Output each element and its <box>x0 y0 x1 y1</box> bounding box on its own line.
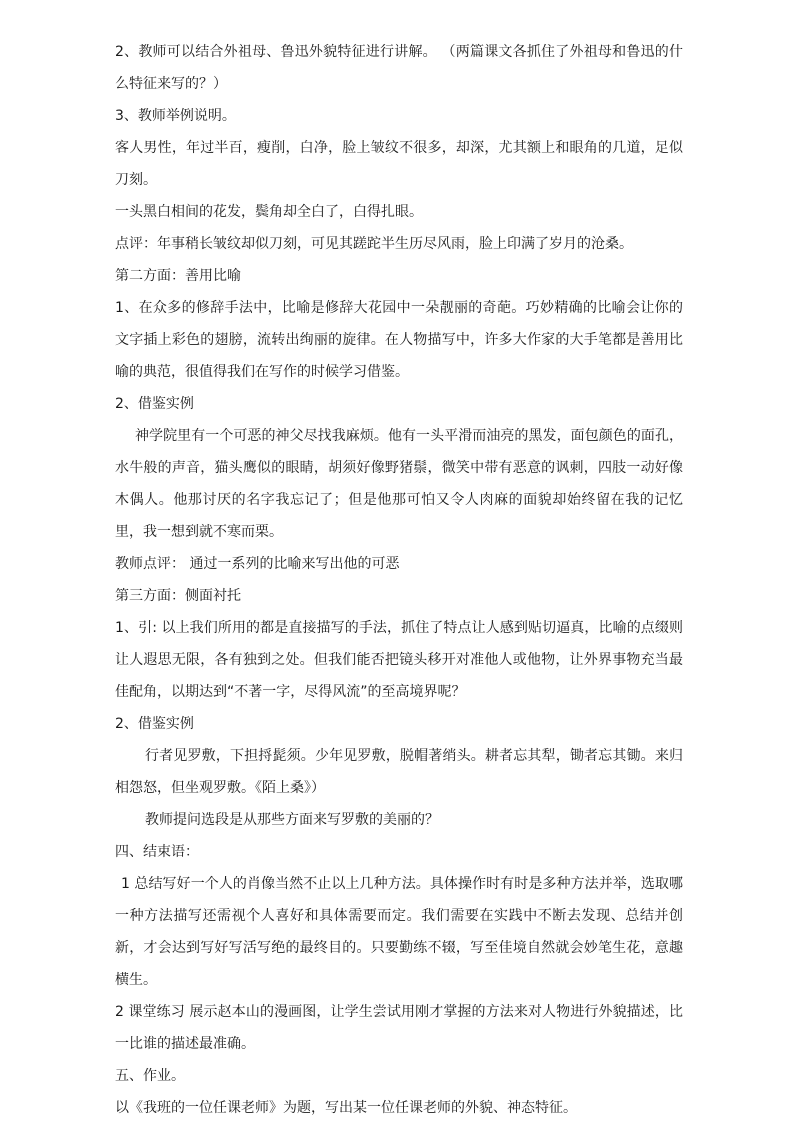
paragraph-teacher-question: 教师提问选段是从那些方面来写罗敷的美丽的？ <box>145 812 439 828</box>
section-heading-homework: 五、作业。 <box>115 1068 185 1084</box>
paragraph-teacher-comment: 教师点评： 通过一系列的比喻来写出他的可恶 <box>115 556 400 572</box>
paragraph-homework-task: 以《我班的一位任课老师》为题，写出某一位任课老师的外貌、神态特征。 <box>115 1100 577 1116</box>
paragraph-hair-description: 一头黑白相间的花发，鬓角却全白了，白得扎眼。 <box>115 204 423 220</box>
section-heading-metaphor: 第二方面：善用比喻 <box>115 268 241 284</box>
paragraph-side-contrast-intro: 1、引: 以上我们所用的都是直接描写的手法，抓住了特点让人感到贴切逼真，比喻的点缀则让人遐思无限，各有独到之处。但我们能否把镜头移开对准他人或他物，让外界事物充当最佳配角，以期达到“不著一字，尽得风流”的至高境界呢？ <box>115 620 683 700</box>
paragraph-comment: 点评：年事稍长皱纹却似刀刻，可见其蹉跎半生历尽风雨，脸上印满了岁月的沧桑。 <box>115 236 633 252</box>
paragraph-conclusion-summary: 1 总结写好一个人的肖像当然不止以上几种方法。具体操作时有时是多种方法并举，选取哪一种方法描写还需视个人喜好和具体需要而定。我们需要在实践中不断去发现、总结并创新，才会达到写好写活写绝的最终目的。只要勤练不辍，写至佳境自然就会妙笔生花，意趣横生。 <box>115 876 683 988</box>
paragraph-example-heading-1: 2、借鉴实例 <box>115 396 194 412</box>
paragraph-2-teacher-explain: 2、教师可以结合外祖母、鲁迅外貌特征进行讲解。 （两篇课文各抓住了外祖母和鲁迅的什么特征来写的？） <box>115 44 683 92</box>
section-heading-conclusion: 四、结束语： <box>115 844 199 860</box>
paragraph-priest-example: 神学院里有一个可恶的神父尽找我麻烦。他有一头平滑而油亮的黑发，面包颜色的面孔，水牛般的声音，猫头鹰似的眼睛，胡须好像野猪鬃，微笑中带有恶意的讽刺，四肢一动好像木偶人。他那讨厌的名字我忘记了；但是他那可怕又令人肉麻的面貌却始终留在我的记忆里，我一想到就不寒而栗。 <box>115 428 683 540</box>
paragraph-3-example: 3、教师举例说明。 <box>115 108 236 124</box>
paragraph-guest-description: 客人男性，年过半百，瘦削，白净，脸上皱纹不很多，却深，尤其额上和眼角的几道，足似刀刻。 <box>115 140 683 188</box>
section-heading-side-contrast: 第三方面：侧面衬托 <box>115 588 241 604</box>
paragraph-classroom-practice: 2 课堂练习 展示赵本山的漫画图，让学生尝试用刚才掌握的方法来对人物进行外貌描述，比一比谁的描述最准确。 <box>115 1004 683 1052</box>
paragraph-luofu-poem: 行者见罗敷，下担捋髭须。少年见罗敷，脱帽著绡头。耕者忘其犁，锄者忘其锄。来归相怨怒，但坐观罗敷。《陌上桑》） <box>115 748 683 796</box>
paragraph-example-heading-2: 2、借鉴实例 <box>115 716 194 732</box>
paragraph-metaphor-intro: 1、在众多的修辞手法中，比喻是修辞大花园中一朵靓丽的奇葩。巧妙精确的比喻会让你的文字插上彩色的翅膀，流转出绚丽的旋律。在人物描写中，许多大作家的大手笔都是善用比喻的典范，很值得我们在写作的时候学习借鉴。 <box>115 300 683 380</box>
document-page <box>115 36 683 1124</box>
